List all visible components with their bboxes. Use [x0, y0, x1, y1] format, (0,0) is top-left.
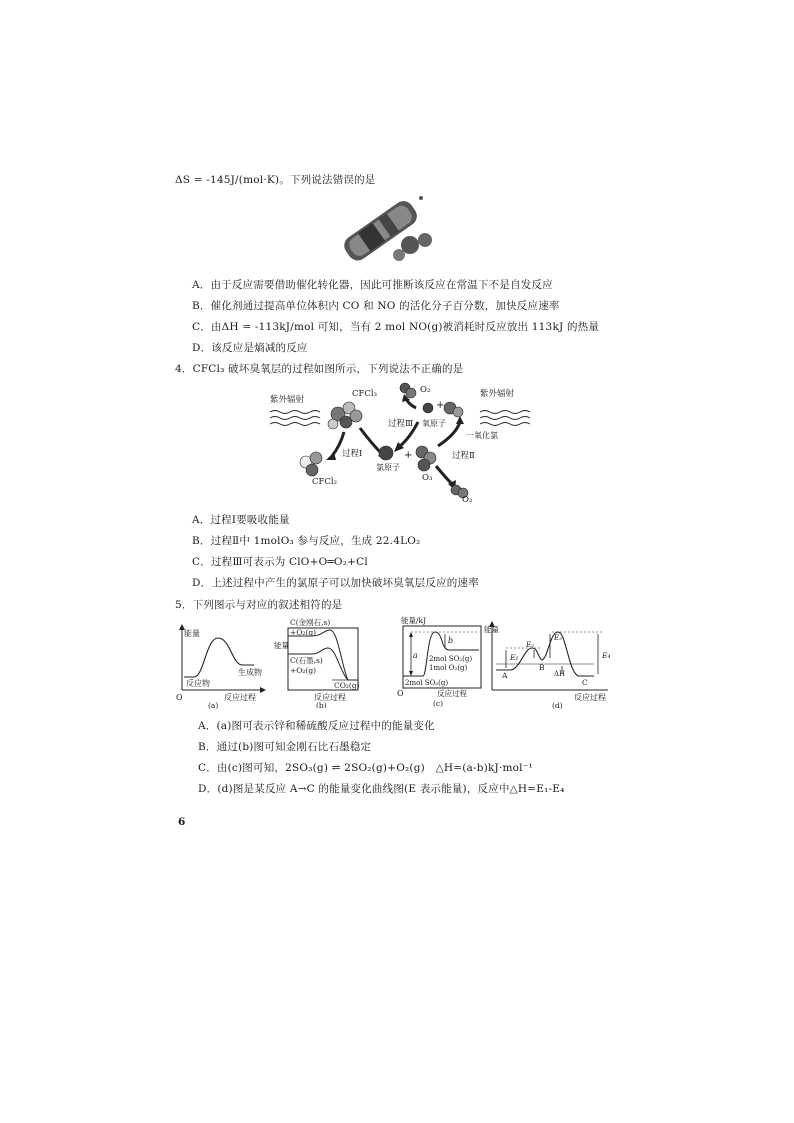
fig-c-caption: (c) — [433, 699, 444, 708]
fig-d-b: B — [539, 663, 545, 672]
figure-a — [172, 620, 267, 710]
fig-b-caption: (b) — [316, 701, 327, 708]
diagram-process2: 过程Ⅱ — [452, 451, 475, 461]
q5-option-b: B．通过(b)图可知金刚石比石墨稳定 — [198, 741, 372, 753]
fig-c-reactant: 2mol SO₃(g) — [405, 679, 449, 687]
figure-d — [482, 618, 622, 710]
q4-option-b: B．过程Ⅱ中 1molO₃ 参与反应，生成 22.4LO₂ — [192, 535, 421, 547]
q5-option-d: D．(d)图是某反应 A→C 的能量变化曲线图(E 表示能量)，反应中△H=E₁-E₄ — [198, 783, 565, 795]
q3-option-a: A．由于反应需要借助催化转化器，因此可推断该反应在常温下不是自发反应 — [192, 279, 553, 291]
q5-option-c: C．由(c)图可知，2SO₃(g) ⇌ 2SO₂(g)+O₂(g) △H=(a-b)kJ·mol⁻¹ — [198, 762, 533, 774]
fig-b-mid1: C(石墨,s) — [290, 656, 323, 665]
diagram-cfcl2: CFCl₂ — [312, 477, 338, 487]
catalytic-converter-image — [325, 190, 445, 270]
q4-option-a: A．过程Ⅰ要吸收能量 — [192, 514, 290, 526]
diagram-o-atom: 氧原子 — [422, 419, 446, 428]
diagram-cl-atom: 氯原子 — [376, 463, 400, 472]
fig-a-reactant: 反应物 — [186, 679, 210, 688]
fig-d-caption: (d) — [552, 701, 563, 710]
diagram-cfcl3: CFCl₃ — [352, 389, 378, 399]
fig-d-xlabel: 反应过程 — [574, 693, 606, 702]
figure-b — [272, 616, 367, 708]
diagram-clo: 一氧化氯 — [466, 431, 498, 440]
fig-a-ylabel: 能量 — [184, 629, 200, 638]
fig-d-e2: E₂ — [526, 641, 534, 649]
q4-option-d: D．上述过程中产生的氯原子可以加快破坏臭氧层反应的速率 — [192, 577, 479, 589]
fig-a-product: 生成物 — [238, 668, 262, 677]
fig-a-caption: (a) — [208, 701, 219, 710]
fig-d-e3: E₃ — [554, 634, 562, 642]
fig-a-origin: O — [176, 693, 183, 702]
diagram-process1: 过程Ⅰ — [342, 449, 363, 459]
page-number: 6 — [178, 816, 186, 828]
fig-a-xlabel: 反应过程 — [224, 693, 256, 702]
fig-c-b: b — [448, 636, 454, 645]
ozone-depletion-diagram — [260, 378, 540, 503]
diagram-o2-bottom: O₂ — [462, 495, 473, 503]
fig-c-prod1: 2mol SO₂(g) — [429, 655, 473, 663]
fig-d-e1: E₁ — [510, 653, 519, 662]
q5-stem: 5．下列图示与对应的叙述相符的是 — [175, 599, 343, 611]
q3-option-b: B．催化剂通过提高单位体积内 CO 和 NO 的活化分子百分数，加快反应速率 — [192, 300, 560, 312]
q3-option-d: D．该反应是熵减的反应 — [192, 342, 308, 354]
diagram-uv-left: 紫外辐射 — [270, 395, 305, 405]
fig-d-a: A — [502, 671, 508, 680]
q5-option-a: A．(a)图可表示锌和稀硫酸反应过程中的能量变化 — [198, 720, 435, 732]
fig-b-ylabel: 能量 — [274, 641, 289, 650]
diagram-o2-top: O₂ — [420, 385, 431, 395]
diagram-process3: 过程Ⅲ — [388, 419, 414, 429]
fig-d-e4: E₄ — [602, 651, 611, 660]
fig-b-top1: C(金刚石,s) — [290, 618, 331, 627]
q4-stem: 4．CFCl₃ 破坏臭氧层的过程如图所示，下列说法不正确的是 — [175, 363, 464, 375]
q3-option-c: C．由ΔH = -113kJ/mol 可知，当有 2 mol NO(g)被消耗时反应放出 113kJ 的热量 — [192, 321, 600, 333]
q3-intro: ΔS = -145J/(mol·K)。下列说法错误的是 — [175, 174, 376, 186]
diagram-o3: O₃ — [422, 473, 433, 483]
fig-b-product: CO₂(g) — [334, 681, 360, 690]
fig-c-prod2: 1mol O₂(g) — [429, 664, 468, 672]
q4-option-c: C．过程Ⅲ可表示为 ClO+O═O₂+Cl — [192, 556, 368, 568]
fig-d-c: C — [582, 678, 588, 687]
fig-b-mid2: +O₂(g) — [290, 666, 317, 675]
fig-c-xlabel: 反应过程 — [437, 689, 467, 698]
diagram-uv-right: 紫外辐射 — [480, 389, 515, 399]
fig-c-a: a — [413, 651, 418, 660]
fig-d-dh: ΔH — [554, 670, 566, 678]
fig-d-ylabel: 能量 — [484, 625, 499, 634]
diagram-plus-top: + — [436, 400, 445, 411]
fig-b-xlabel: 反应过程 — [314, 693, 346, 702]
fig-c-ylabel: 能量/kJ — [401, 616, 427, 625]
figure-c — [393, 614, 485, 710]
fig-b-top2: +O₂(g) — [290, 628, 317, 637]
diagram-plus-mid: + — [404, 450, 413, 461]
fig-c-origin: O — [397, 689, 404, 698]
